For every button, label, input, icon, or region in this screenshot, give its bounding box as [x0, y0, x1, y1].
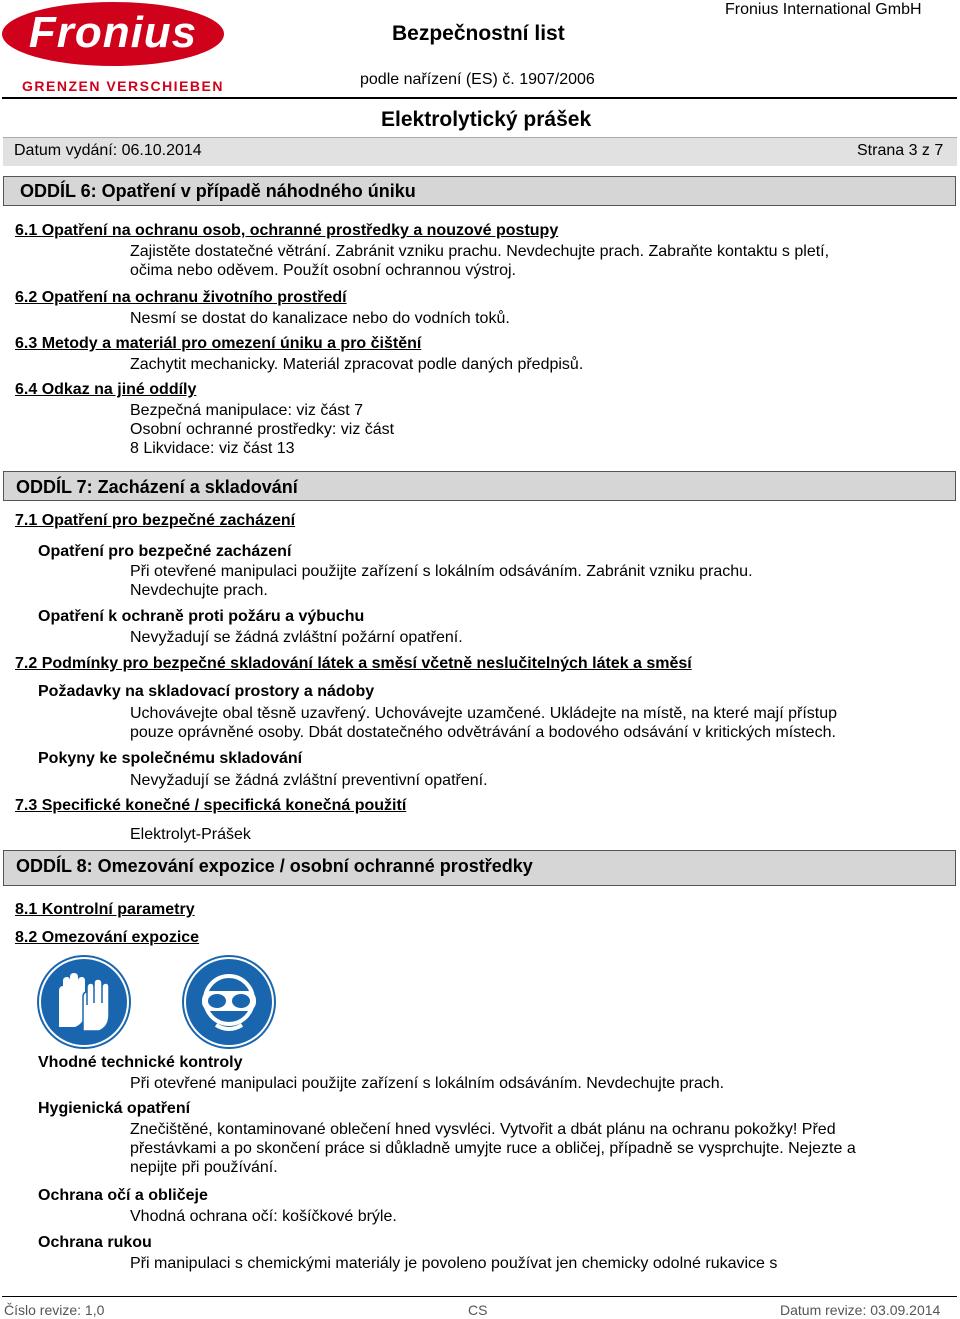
company-name: Fronius International GmbH: [725, 1, 922, 18]
label-7-1-b: Opatření k ochraně proti požáru a výbuchu: [38, 608, 365, 625]
label-7-1-a: Opatření pro bezpečné zacházení: [38, 543, 292, 560]
subsection-8-2: 8.2 Omezování expozice: [15, 929, 200, 946]
text-8-technical: Při otevřené manipulaci použijte zařízení s lokálním odsáváním. Nevdechujte prach.: [130, 1075, 725, 1092]
section-7-title: ODDÍL 7: Zacházení a skladování: [16, 477, 298, 497]
subsection-6-1: 6.1 Opatření na ochranu osob, ochranné prostředky a nouzové postupy: [15, 222, 559, 239]
gloves-icon-graphic: [37, 955, 131, 1049]
text-8-hygiene-b: přestávkami a po skončení práce si důkladně umyjte ruce a obličej, případně se vysprchujte. Nejezte a: [130, 1140, 856, 1157]
label-7-2-a: Požadavky na skladovací prostory a nádoby: [38, 683, 375, 700]
product-name: Elektrolytický prášek: [381, 108, 592, 131]
text-8-hands: Při manipulaci s chemickými materiály je povoleno používat jen chemicky odolné rukavice s: [130, 1255, 778, 1272]
subsection-6-4: 6.4 Odkaz na jiné oddíly: [15, 381, 197, 398]
text-7-1-b: Nevyžadují se žádná zvláštní požární opatření.: [130, 629, 463, 646]
label-8-technical: Vhodné technické kontroly: [38, 1054, 243, 1071]
text-7-1-a2: Nevdechujte prach.: [130, 582, 268, 599]
header-divider: [2, 97, 957, 99]
label-8-eyes: Ochrana očí a obličeje: [38, 1187, 208, 1204]
language-code: CS: [468, 1302, 488, 1318]
revision-number: Číslo revize: 1,0: [4, 1302, 105, 1318]
subsection-8-1: 8.1 Kontrolní parametry: [15, 901, 195, 918]
text-6-4-b: Osobní ochranné prostředky: viz část: [130, 421, 395, 438]
goggles-icon-graphic: [182, 955, 276, 1049]
text-6-4-a: Bezpečná manipulace: viz část 7: [130, 402, 364, 419]
document-title: Bezpečnostní list: [392, 22, 565, 45]
section-6-title: ODDÍL 6: Opatření v případě náhodného úniku: [20, 181, 416, 201]
subsection-6-2: 6.2 Opatření na ochranu životního prostředí: [15, 289, 347, 306]
text-8-eyes: Vhodná ochrana očí: košíčkové brýle.: [130, 1208, 397, 1225]
text-6-4-c: 8 Likvidace: viz část 13: [130, 440, 295, 457]
text-6-1-a: Zajistěte dostatečné větrání. Zabránit vzniku prachu. Nevdechujte prach. Zabraňte kontaktu s pletí,: [130, 243, 830, 260]
subsection-7-1: 7.1 Opatření pro bezpečné zacházení: [15, 512, 296, 529]
text-8-hygiene-a: Znečištěné, kontaminované oblečení hned vysvléci. Vytvořit a dbát plánu na ochranu pokožky! Před: [130, 1121, 836, 1138]
subsection-6-3: 6.3 Metody a materiál pro omezení úniku a pro čištění: [15, 335, 422, 352]
label-8-hands: Ochrana rukou: [38, 1234, 152, 1251]
text-7-2-b: Nevyžadují se žádná zvláštní preventivní opatření.: [130, 772, 488, 789]
text-6-2: Nesmí se dostat do kanalizace nebo do vodních toků.: [130, 310, 510, 327]
subsection-7-2: 7.2 Podmínky pro bezpečné skladování látek a směsí včetně neslučitelných látek a směsí: [15, 655, 692, 672]
goggles-icon: [182, 955, 276, 1049]
section-8-title: ODDÍL 8: Omezování expozice / osobní ochranné prostředky: [16, 856, 533, 876]
text-7-1-a1: Při otevřené manipulaci použijte zařízení s lokálním odsáváním. Zabránit vzniku prachu.: [130, 563, 753, 580]
company-logo: [2, 2, 227, 96]
text-7-2-a1: Uchovávejte obal těsně uzavřený. Uchovávejte uzamčené. Ukládejte na místě, na které mají přístup: [130, 705, 838, 722]
page-number: Strana 3 z 7: [857, 142, 944, 159]
text-6-1-b: očima nebo oděvem. Použít osobní ochrannou výstroj.: [130, 262, 516, 279]
issue-date: Datum vydání: 06.10.2014: [14, 142, 202, 159]
logo-text: Fronius: [28, 8, 198, 57]
label-7-2-b: Pokyny ke společnému skladování: [38, 750, 303, 767]
text-7-2-a2: pouze oprávněné osoby. Dbát dostatečného odvětrávání a bodového odsávání v kritických místech.: [130, 724, 836, 741]
text-8-hygiene-c: nepijte při používání.: [130, 1159, 278, 1176]
label-8-hygiene: Hygienická opatření: [38, 1100, 191, 1117]
regulation-reference: podle nařízení (ES) č. 1907/2006: [360, 71, 595, 88]
subsection-7-3: 7.3 Specifické konečné / specifická konečná použití: [15, 797, 407, 814]
gloves-icon: [37, 955, 131, 1049]
text-6-3: Zachytit mechanicky. Materiál zpracovat podle daných předpisů.: [130, 356, 584, 373]
footer-divider: [2, 1296, 957, 1297]
text-7-3: Elektrolyt-Prášek: [130, 826, 251, 843]
revision-date: Datum revize: 03.09.2014: [780, 1302, 941, 1318]
logo-tagline: GRENZEN VERSCHIEBEN: [22, 78, 224, 94]
